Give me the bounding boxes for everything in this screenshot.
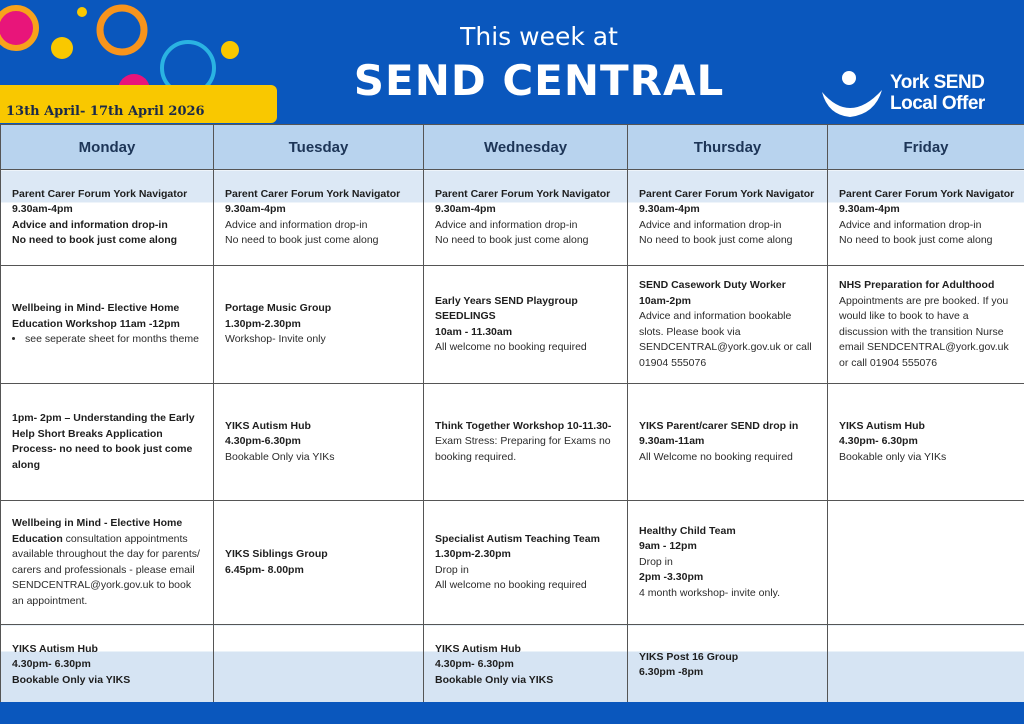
event-detail: consultation appointments available throughout the day for parents/ carers and professionals - please email SENDCENTRAL@york.gov.uk to book an appointment. xyxy=(12,532,200,607)
event-title: Early Years SEND Playgroup SEEDLINGS xyxy=(435,294,578,322)
logo-text xyxy=(890,72,985,114)
footer-band xyxy=(0,702,1024,724)
event-detail: No need to book just come along xyxy=(435,234,589,246)
event-title: Parent Carer Forum York Navigator xyxy=(225,187,401,200)
event-detail: No need to book just come along xyxy=(839,234,993,246)
schedule-cell-tuesday xyxy=(214,266,424,384)
event-title: YIKS Autism Hub xyxy=(435,642,521,655)
schedule-cell-tuesday xyxy=(214,501,424,625)
event-detail: Workshop- Invite only xyxy=(225,333,326,346)
event-detail: Advice and information drop-in xyxy=(435,218,578,231)
event-title: 2pm -3.30pm xyxy=(639,571,704,584)
schedule-cell-friday xyxy=(828,384,1024,501)
event-title: 9.30am-4pm xyxy=(435,203,496,215)
schedule-cell-tuesday xyxy=(214,170,424,266)
event-title: 1.30pm-2.30pm xyxy=(225,317,301,330)
event-title: Bookable Only via YIKS xyxy=(435,673,554,686)
schedule-row xyxy=(1,266,1024,384)
event-title: YIKS Autism Hub xyxy=(225,419,311,432)
event-title: Advice and information drop-in xyxy=(12,218,168,231)
event-title: 4.30pm-6.30pm xyxy=(225,435,301,448)
schedule-cell-thursday xyxy=(628,170,828,266)
schedule-cell-monday xyxy=(1,170,214,266)
event-title: Think Together Workshop 10-11.30- xyxy=(435,419,612,432)
schedule-row xyxy=(1,625,1024,706)
event-title: 6.30pm -8pm xyxy=(639,666,704,678)
schedule-cell-monday xyxy=(1,266,214,384)
event-detail: Drop in xyxy=(639,555,673,568)
event-title: 4.30pm- 6.30pm xyxy=(839,435,918,448)
event-detail: Advice and information drop-in xyxy=(839,218,982,231)
event-title: Parent Carer Forum York Navigator xyxy=(639,187,815,200)
event-detail: No need to book just come along xyxy=(225,234,379,246)
logo-line2: Local Offer xyxy=(890,93,985,114)
event-detail: Drop in xyxy=(435,563,469,576)
schedule-cell-wednesday xyxy=(424,266,628,384)
event-title: Parent Carer Forum York Navigator xyxy=(839,187,1015,200)
event-note: • see seperate sheet for months theme xyxy=(25,332,204,348)
event-title: NHS Preparation for Adulthood xyxy=(839,279,995,291)
event-title: 10am-2pm xyxy=(639,294,691,307)
page-header xyxy=(0,0,1024,124)
day-header: Wednesday xyxy=(424,125,628,170)
event-title: 4.30pm- 6.30pm xyxy=(12,658,91,671)
schedule-table xyxy=(0,124,1024,706)
event-title: 6.45pm- 8.00pm xyxy=(225,563,304,576)
event-title: SEND Casework Duty Worker xyxy=(639,279,786,291)
event-title: YIKS Parent/carer SEND drop in xyxy=(639,419,799,432)
event-title: 10am - 11.30am xyxy=(435,325,513,338)
event-title: Specialist Autism Teaching Team xyxy=(435,532,600,545)
event-detail: Exam Stress: Preparing for Exams no booking required. xyxy=(435,435,611,463)
event-title: 9.30am-4pm xyxy=(225,203,286,215)
event-detail: All welcome no booking required xyxy=(435,579,587,591)
event-title: Healthy Child Team xyxy=(639,524,736,537)
event-title: 9.30am-4pm xyxy=(839,203,900,215)
logo-line1: York SEND xyxy=(890,72,985,93)
event-detail: All Welcome no booking required xyxy=(639,450,793,463)
schedule-cell-monday xyxy=(1,501,214,625)
event-title: 9.30am-11am xyxy=(639,435,705,448)
event-title: 1pm- 2pm – Understanding the Early Help Short Breaks Application Process- no need to book just come along xyxy=(12,412,195,471)
schedule-cell-wednesday xyxy=(424,625,628,706)
schedule-cell-tuesday xyxy=(214,625,424,706)
schedule-cell-friday xyxy=(828,501,1024,625)
event-title: 9am - 12pm xyxy=(639,540,697,553)
event-title: No need to book just come along xyxy=(12,234,178,246)
schedule-cell-monday xyxy=(1,384,214,501)
event-title: YIKS Autism Hub xyxy=(839,419,925,432)
title-small: This week at xyxy=(460,22,618,51)
schedule-row xyxy=(1,170,1024,266)
event-title: 9.30am-4pm xyxy=(639,203,700,215)
schedule-cell-friday xyxy=(828,625,1024,706)
schedule-cell-thursday xyxy=(628,266,828,384)
schedule-cell-tuesday xyxy=(214,384,424,501)
day-header: Friday xyxy=(828,125,1024,170)
schedule-cell-wednesday xyxy=(424,501,628,625)
event-title: YIKS Post 16 Group xyxy=(639,650,739,663)
event-detail: Bookable Only via YIKs xyxy=(225,450,335,463)
event-title: YIKS Siblings Group xyxy=(225,548,328,560)
event-detail: No need to book just come along xyxy=(639,234,793,246)
event-title: Wellbeing in Mind - Elective Home Education xyxy=(12,517,183,545)
event-title: Parent Carer Forum York Navigator xyxy=(12,187,188,200)
event-detail: Advice and information drop-in xyxy=(639,218,782,231)
schedule-cell-monday xyxy=(1,625,214,706)
schedule-cell-friday xyxy=(828,170,1024,266)
event-detail: All welcome no booking required xyxy=(435,341,587,353)
date-range: 13th April- 17th April 2026 xyxy=(6,104,205,119)
schedule-cell-wednesday xyxy=(424,170,628,266)
page-title: SEND CENTRAL xyxy=(353,56,725,105)
event-detail: Appointments are pre booked. If you would like to book to have a discussion with the transition Nurse email SENDCENTRAL@york.gov.uk or call 01904 555076 xyxy=(839,294,1009,369)
schedule-cell-friday xyxy=(828,266,1024,384)
event-title: Bookable Only via YIKS xyxy=(12,673,131,686)
schedule-row xyxy=(1,501,1024,625)
event-detail: Bookable only via YIKs xyxy=(839,450,947,463)
event-detail: 4 month workshop- invite only. xyxy=(639,586,781,599)
schedule-cell-thursday xyxy=(628,625,828,706)
event-title: Parent Carer Forum York Navigator xyxy=(435,187,611,200)
day-header-row xyxy=(1,125,1024,170)
event-title: Portage Music Group xyxy=(225,302,332,315)
event-detail: Advice and information bookable slots. Please book via SENDCENTRAL@york.gov.uk or call 01904 555076 xyxy=(639,310,812,369)
event-title: 1.30pm-2.30pm xyxy=(435,548,511,560)
event-title: YIKS Autism Hub xyxy=(12,642,98,655)
day-header: Monday xyxy=(1,125,214,170)
day-header: Thursday xyxy=(628,125,828,170)
event-detail: Advice and information drop-in xyxy=(225,218,368,231)
event-title: Wellbeing in Mind- Elective Home Education Workshop 11am -12pm xyxy=(12,302,180,330)
event-title: 9.30am-4pm xyxy=(12,203,73,215)
schedule-row xyxy=(1,384,1024,501)
schedule-cell-thursday xyxy=(628,501,828,625)
day-header: Tuesday xyxy=(214,125,424,170)
schedule-cell-wednesday xyxy=(424,384,628,501)
event-title: 4.30pm- 6.30pm xyxy=(435,658,514,671)
schedule-cell-thursday xyxy=(628,384,828,501)
